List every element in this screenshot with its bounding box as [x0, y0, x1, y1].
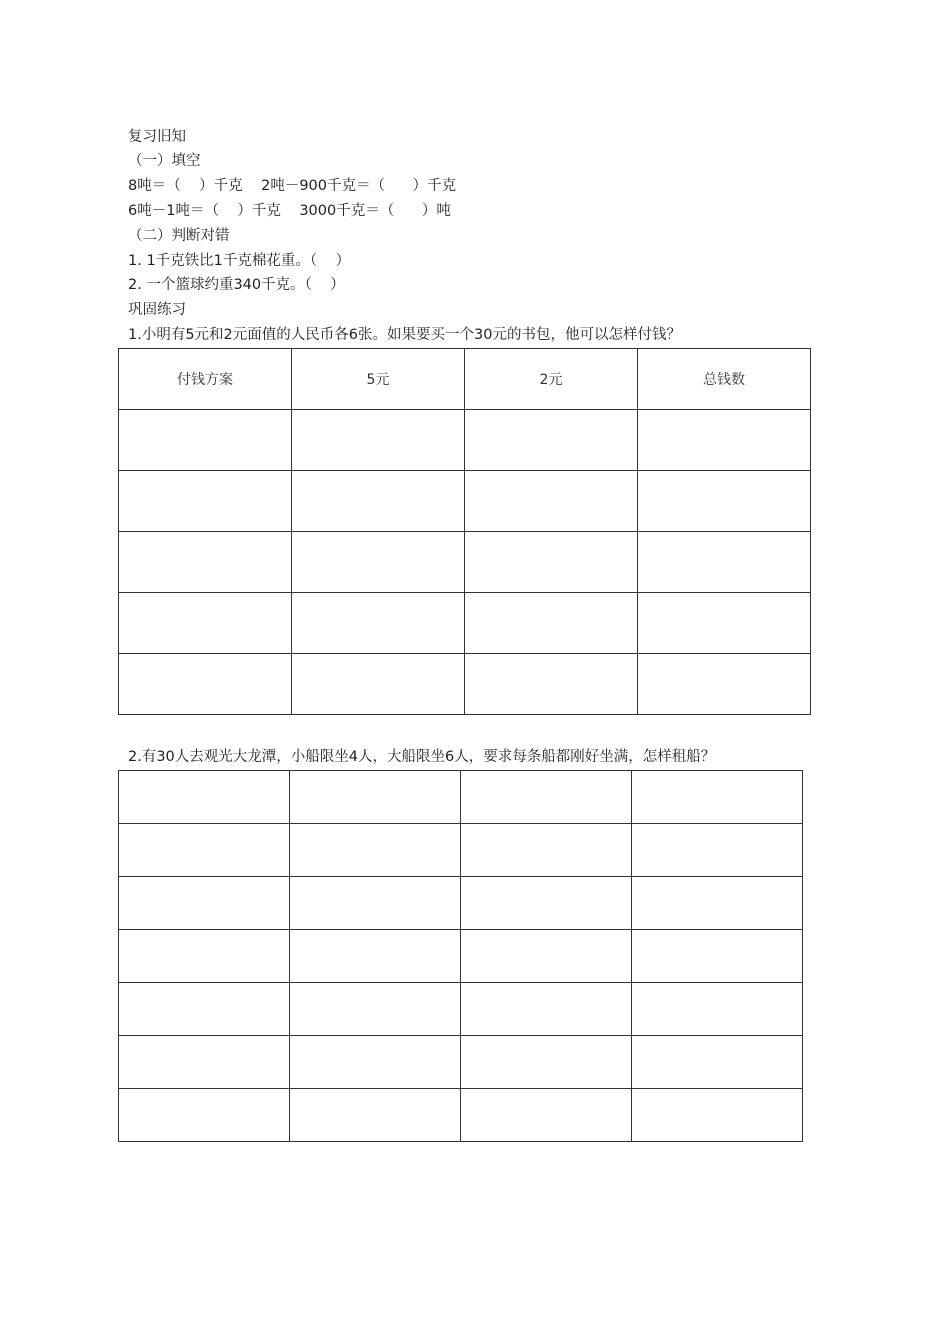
table-cell — [461, 1036, 632, 1089]
table-cell — [461, 930, 632, 983]
table-cell — [290, 1036, 461, 1089]
table-cell — [119, 877, 290, 930]
table-row — [119, 771, 803, 824]
table-cell — [290, 930, 461, 983]
table-cell — [638, 654, 811, 715]
table-cell — [465, 410, 638, 471]
table-cell — [461, 824, 632, 877]
judge-question-2: 2. 一个篮球约重340千克。（ ） — [128, 277, 345, 293]
table-cell — [290, 877, 461, 930]
table-cell — [465, 532, 638, 593]
table-cell — [461, 1089, 632, 1142]
judge-title: （二）判断对错 — [128, 228, 230, 244]
boat-rental-table — [118, 770, 803, 1142]
table-cell — [632, 877, 803, 930]
table-cell — [461, 983, 632, 1036]
table-cell — [119, 593, 292, 654]
table-row — [119, 930, 803, 983]
table-cell — [292, 410, 465, 471]
table-cell — [638, 410, 811, 471]
table-cell — [119, 471, 292, 532]
table-cell — [465, 471, 638, 532]
table-cell — [638, 532, 811, 593]
payment-plan-table — [118, 348, 811, 715]
table-cell — [638, 471, 811, 532]
table-cell — [119, 1089, 290, 1142]
table-cell — [119, 824, 290, 877]
table-cell — [632, 983, 803, 1036]
table-cell — [632, 1089, 803, 1142]
table-cell — [119, 410, 292, 471]
practice-question-1: 1.小明有5元和2元面值的人民币各6张。如果要买一个30元的书包，他可以怎样付钱？ — [128, 327, 681, 343]
table-cell — [638, 593, 811, 654]
table-row — [119, 532, 811, 593]
practice-question-2: 2.有30人去观光大龙潭，小船限坐4人，大船限坐6人，要求每条船都刚好坐满，怎样租船？ — [128, 749, 716, 765]
header-cell-total: 总钱数 — [638, 349, 811, 410]
table-cell — [119, 532, 292, 593]
table-row — [119, 410, 811, 471]
table-cell — [632, 930, 803, 983]
header-cell-2yuan: 2元 — [465, 349, 638, 410]
table-cell — [119, 983, 290, 1036]
fill-blank-title: （一）填空 — [128, 153, 201, 169]
table-cell — [290, 983, 461, 1036]
table-cell — [632, 824, 803, 877]
table-cell — [632, 1036, 803, 1089]
table-cell — [119, 654, 292, 715]
table-cell — [119, 771, 290, 824]
table-cell — [119, 1036, 290, 1089]
table-cell — [461, 771, 632, 824]
table-row — [119, 824, 803, 877]
table-cell — [292, 654, 465, 715]
review-heading: 复习旧知 — [128, 129, 186, 145]
table-cell — [292, 471, 465, 532]
fill-blank-line-1: 8吨＝（ ）千克 2吨－900千克＝（ ）千克 — [128, 178, 457, 194]
header-cell-plan: 付钱方案 — [119, 349, 292, 410]
table-cell — [632, 771, 803, 824]
table-cell — [292, 593, 465, 654]
table-row — [119, 1036, 803, 1089]
table-row — [119, 1089, 803, 1142]
table-row — [119, 877, 803, 930]
fill-blank-line-2: 6吨－1吨＝（ ）千克 3000千克＝（ ）吨 — [128, 203, 451, 219]
table-header-row — [119, 349, 811, 410]
table-cell — [465, 593, 638, 654]
header-cell-5yuan: 5元 — [292, 349, 465, 410]
table-cell — [461, 877, 632, 930]
table-cell — [465, 654, 638, 715]
table-row — [119, 593, 811, 654]
practice-heading: 巩固练习 — [128, 302, 186, 318]
table-cell — [292, 532, 465, 593]
table-row — [119, 983, 803, 1036]
table-cell — [290, 1089, 461, 1142]
table-cell — [290, 824, 461, 877]
table-row — [119, 471, 811, 532]
table-cell — [119, 930, 290, 983]
table-cell — [290, 771, 461, 824]
table-row — [119, 654, 811, 715]
judge-question-1: 1. 1千克铁比1千克棉花重。（ ） — [128, 253, 351, 269]
